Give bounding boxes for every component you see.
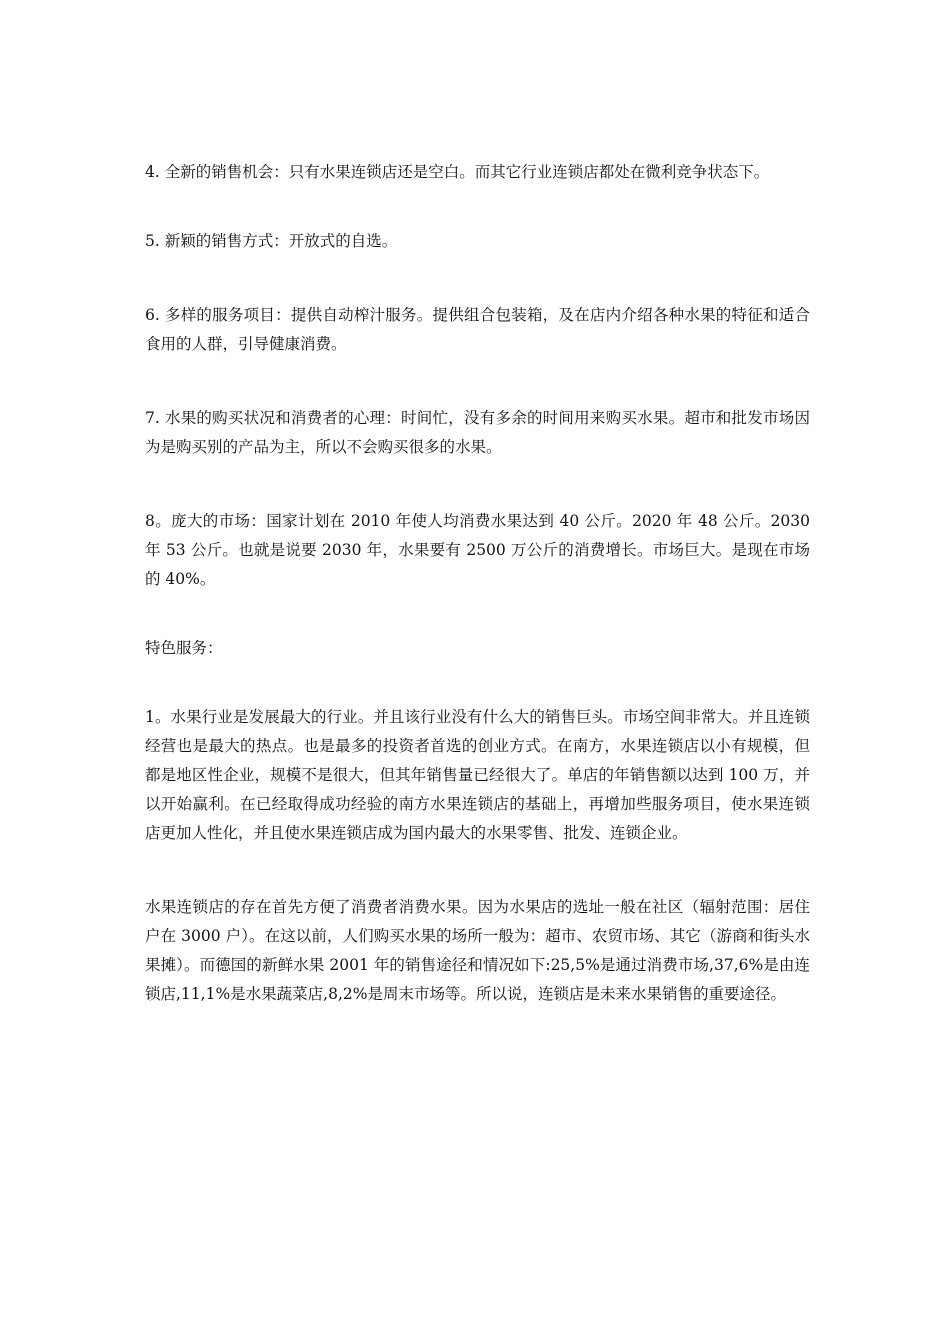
paragraph-4-sales-opportunity: 4. 全新的销售机会：只有水果连锁店还是空白。而其它行业连锁店都处在微利竞争状态下。 [145,163,770,181]
paragraph-1-industry: 1。水果行业是发展最大的行业。并且该行业没有什么大的销售巨头。市场空间非常大。并且连锁经营也是最大的热点。也是最多的投资者首选的创业方式。在南方，水果连锁店以小有规模，但都是地区性企业，规模不是很大，但其年销售量已经很大了。单店的年销售额以达到 100 万，并以开始赢利。在已经取得成功经验的南方水果连锁店的基础上，再增加些服务项目，使水果连锁店更加人性化，并且使水果连锁店成为国内最大的水果零售、批发、连锁企业。 [145,708,810,842]
document-body [145,158,810,1009]
paragraph-7-consumer-psychology: 7. 水果的购买状况和消费者的心理：时间忙，没有多余的时间用来购买水果。超市和批发市场因为是购买别的产品为主，所以不会购买很多的水果。 [145,409,810,456]
paragraph-6-services: 6. 多样的服务项目：提供自动榨汁服务。提供组合包装箱，及在店内介绍各种水果的特征和适合食用的人群，引导健康消费。 [145,306,810,353]
section-heading-special-services: 特色服务： [145,639,223,657]
paragraph-chain-store-convenience: 水果连锁店的存在首先方便了消费者消费水果。因为水果店的选址一般在社区（辐射范围：居住户在 3000 户）。在这以前，人们购买水果的场所一般为：超市、农贸市场、其它（游商和街头水果摊）。而德国的新鲜水果 2001 年的销售途径和情况如下:25,5%是通过消费市场,37,6%是由连锁店,11,1%是水果蔬菜店,8,2%是周末市场等。所以说，连锁店是未来水果销售的重要途径。 [145,898,810,1003]
paragraph-5-sales-method: 5. 新颖的销售方式：开放式的自选。 [145,232,398,250]
paragraph-8-market-size: 8。庞大的市场：国家计划在 2010 年使人均消费水果达到 40 公斤。2020 年 48 公斤。2030 年 53 公斤。也就是说要 2030 年，水果要有 2500 万公斤的消费增长。市场巨大。是现在市场的 40%。 [145,512,810,588]
